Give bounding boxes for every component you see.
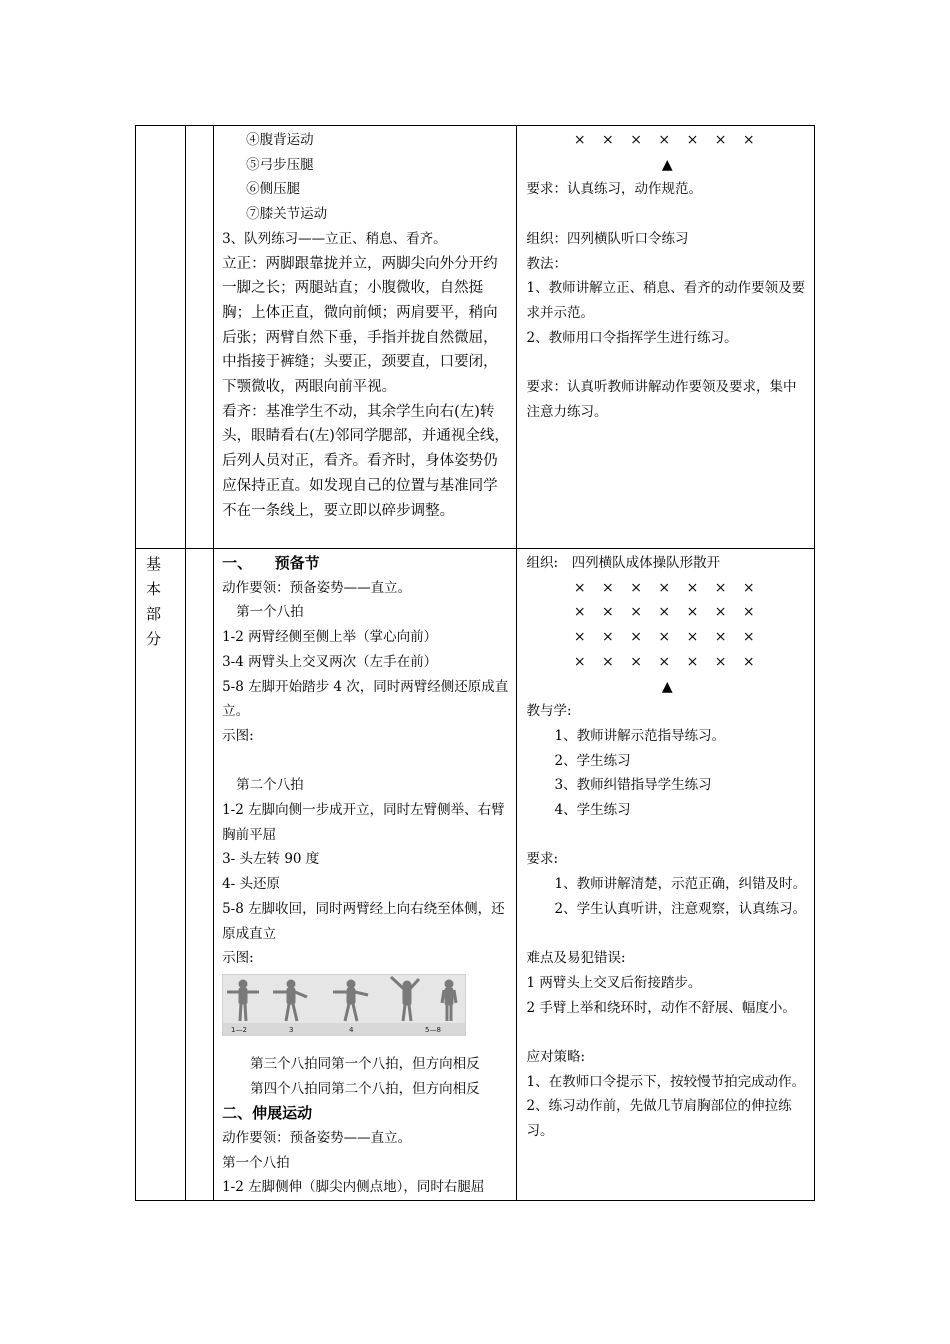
- list-item: 1、教师讲解清楚，示范正确，纠错及时。: [554, 876, 807, 893]
- step-item: 5-8 左脚开始踏步 4 次，同时两臂经侧还原成直立。: [222, 678, 509, 720]
- list-item: 1 两臂头上交叉后衔接踏步。: [526, 974, 702, 991]
- dress-alignment-text: 看齐：基准学生不动，其余学生向右(左)转头，眼睛看右(左)邻同学腮部，并通视全线，后列人员对正，看齐。看齐时，身体姿势仍应保持正直。如发现自己的位置与基准同学不在一条线上，要立即以碎步调整。: [222, 403, 509, 519]
- section-cell: [136, 549, 186, 1201]
- figure-caption: 1—2: [231, 1025, 248, 1034]
- action-key: 动作要领：预备姿势——直立。: [222, 579, 412, 596]
- figure-caption: 4: [349, 1025, 354, 1034]
- teacher-position-icon: ▲: [661, 678, 673, 695]
- section-cell: [136, 126, 186, 549]
- formation-row: × × × × × × ×: [573, 579, 761, 596]
- list-item: 2、学生练习: [554, 752, 631, 769]
- table-row: [136, 126, 815, 549]
- eight-count-label: 第四个八拍同第二个八拍，但方向相反: [250, 1080, 480, 1097]
- formation-row: × × × × × × ×: [573, 629, 761, 646]
- method-label: 教法：: [526, 255, 568, 272]
- time-cell: [186, 549, 214, 1201]
- diagram-label: 示图:: [222, 950, 254, 967]
- strategy-label: 应对策略:: [526, 1049, 586, 1066]
- step-item: 1-2 左脚向侧一步成开立，同时左臂侧举、右臂胸前平屈: [222, 802, 505, 843]
- list-item: 4、学生练习: [554, 802, 631, 819]
- eight-count-label: 第一个八拍: [236, 604, 304, 621]
- eight-count-label: 第一个八拍: [222, 1154, 290, 1171]
- organization-cell: [516, 126, 814, 549]
- list-item: ④腹背运动: [246, 132, 314, 148]
- table-row: [136, 549, 815, 1201]
- step-item: 1-2 左脚侧伸（脚尖内侧点地），同时右腿屈: [222, 1179, 485, 1196]
- eight-count-label: 第三个八拍同第一个八拍，但方向相反: [250, 1055, 480, 1072]
- list-item: 1、在教师口令提示下，按较慢节拍完成动作。: [526, 1073, 806, 1090]
- list-item: 2 手臂上举和绕环时，动作不舒展、幅度小。: [526, 999, 796, 1016]
- list-item: ⑦膝关节运动: [246, 206, 328, 223]
- figure-caption: 5—8: [425, 1025, 442, 1034]
- eight-count-label: 第二个八拍: [236, 777, 304, 794]
- exercise-figure-image: [222, 974, 466, 1036]
- list-item: 2、学生认真听讲，注意观察，认真练习。: [554, 900, 807, 917]
- stand-at-attention-text: 立正：两脚跟靠拢并立，两脚尖向外分开约一脚之长；两腿站直；小腹微收，自然挺胸；上体正直，微向前倾；两肩要平，稍向后张；两臂自然下垂，手指并拢自然微屈，中指接于裤缝；头要正，颈要直，口要闭，下颚微收，两眼向前平视。: [222, 255, 498, 396]
- action-key: 动作要领：预备姿势——直立。: [222, 1130, 412, 1147]
- organization-text: 组织: 四列横队成体操队形散开: [526, 555, 721, 571]
- formation-row: × × × × × × ×: [573, 653, 761, 670]
- section-heading: 一、 预备节: [222, 554, 320, 572]
- content-cell: [214, 126, 516, 549]
- exercise-figures-icon: [223, 975, 465, 1035]
- difficulty-label: 难点及易犯错误:: [526, 950, 626, 967]
- section-char: 分: [146, 630, 162, 648]
- step-item: 4- 头还原: [222, 876, 281, 893]
- section-char: 基: [146, 555, 162, 573]
- requirement-text: 要求：认真练习，动作规范。: [526, 181, 703, 198]
- step-item: 3-4 两臂头上交叉两次（左手在前）: [222, 653, 438, 670]
- list-item: 1、教师讲解示范指导练习。: [554, 727, 726, 744]
- section-char: 本: [146, 580, 162, 598]
- diagram-label: 示图:: [222, 727, 254, 744]
- requirement-text: 要求：认真听教师讲解动作要领及要求，集中注意力练习。: [526, 379, 797, 420]
- content-cell: [214, 549, 516, 1201]
- requirement-label: 要求:: [526, 851, 559, 868]
- lesson-plan-table: [135, 125, 815, 1201]
- organization-text: 组织：四列横队听口令练习: [526, 230, 689, 247]
- teacher-position-icon: ▲: [661, 156, 673, 173]
- method-item: 1、教师讲解立正、稍息、看齐的动作要领及要求并示范。: [526, 280, 806, 321]
- step-item: 3- 头左转 90 度: [222, 851, 320, 868]
- list-item: 3、教师纠错指导学生练习: [554, 777, 712, 794]
- drill-title: 3、队列练习——立正、稍息、看齐。: [222, 230, 447, 247]
- section-char: 部: [146, 605, 162, 623]
- formation-row: × × × × × × ×: [573, 604, 761, 621]
- formation-row: × × × × × × ×: [573, 132, 761, 148]
- time-cell: [186, 126, 214, 549]
- teach-label: 教与学:: [526, 703, 572, 720]
- figure-caption: 3: [289, 1025, 294, 1034]
- list-item: ⑥侧压腿: [246, 181, 301, 198]
- list-item: 2、练习动作前，先做几节肩胸部位的伸拉练习。: [526, 1098, 792, 1140]
- step-item: 5-8 左脚收回，同时两臂经上向右绕至体侧，还原成直立: [222, 900, 505, 942]
- step-item: 1-2 两臂经侧至侧上举（掌心向前）: [222, 629, 438, 646]
- list-item: ⑤弓步压腿: [246, 156, 314, 173]
- organization-cell: [516, 549, 814, 1201]
- section-heading: 二、伸展运动: [222, 1104, 313, 1123]
- method-item: 2、教师用口令指挥学生进行练习。: [526, 329, 738, 346]
